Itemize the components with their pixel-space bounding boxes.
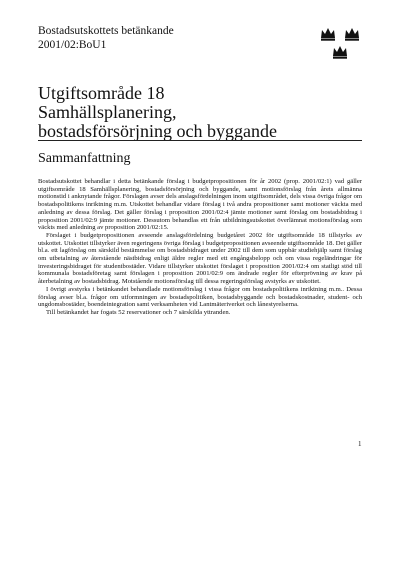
title-line-1: Utgiftsområde 18: [38, 83, 165, 103]
summary-body: [38, 178, 362, 317]
report-number: 2001/02:BoU1: [38, 39, 107, 51]
summary-paragraph-4: Till betänkandet har fogats 52 reservationer och 7 särskilda yttranden.: [46, 308, 231, 316]
page-number: 1: [358, 440, 362, 448]
document-header: [38, 24, 174, 52]
summary-paragraph-1: Bostadsutskottet behandlar i detta betänkande förslag i budgetpropositionen för år 2002 (prop. 2001/02:1) vad gäller utgiftsområde 18 Samhällsplanering, bostadsförsörjning och byggande, samt motionsförslag från årets allmänna motionstid i anknytande frågor. Förslagen avser dels anslagsfördelningen inom utgiftsområdet, dels vissa övriga frågor om bostadspolitikens inriktning m.m. Utskottet behandlar vidare förslag i två andra propositioner samt motioner väckta med anledning av dessa förslag. Det gäller förslag i proposition 2001/02:4 jämte motioner samt förslag om bostadsbidrag i proposition 2001/02:9 jämte motioner. Dessutom behandlas ett från utbildningsutskottet överlämnat motionsförslag som väckts med anledning av proposition 2001/02:15.: [38, 178, 362, 232]
section-heading: Sammanfattning: [38, 151, 131, 166]
committee-name: Bostadsutskottets betänkande: [38, 25, 174, 37]
summary-paragraph-3: I övrigt avstyrks i betänkandet behandlade motionsförslag i vissa frågor om bostadspolitikens inriktning m.m.. Dessa förslag avser bl.a. frågor om utformningen av bostadspolitiken, bostadsbyggande och bostadskostnader, student- och ungdomsbostäder, boendeintegration samt verksamheten vid Lantmäteriverket och lånestyrelserna.: [38, 285, 362, 309]
title-line-2: Samhällsplanering,: [38, 102, 177, 122]
summary-paragraph-2: Förslaget i budgetpropositionen avseende anslagsfördelning budgetåret 2002 för utgiftsområde 18 tillstyrks av utskottet. Utskottet tillstyrker även regeringens övriga förslag i budgetpropositionen avseende utgiftsområde 18. Det gäller bl.a. ett lagförslag om särskild bestämmelse om bostadsbidraget under 2002 till dem som uppbär studiehjälp samt förslag om utbetalning av återstående nästbidrag enligt äldre regler med ett engångsbelopp och om vissa regeländringar för investeringsbidraget för studentbostäder. Vidare tillstyrker utskottet förslaget i proposition 2001/02:4 om statligt stöd till kommunala bostadsföretag samt förslagen i proposition 2001/02:9 om ändrade regler för efterprövning av krav på återbetalning av bostadsbidrag. Motstående motionsförslag till dessa regeringsförslag avstyrks av utskottet.: [38, 231, 362, 286]
title-divider: [38, 140, 362, 141]
title-line-3: bostadsförsörjning och byggande: [38, 121, 277, 141]
report-title: [38, 84, 324, 141]
three-crowns-icon: [318, 24, 368, 64]
